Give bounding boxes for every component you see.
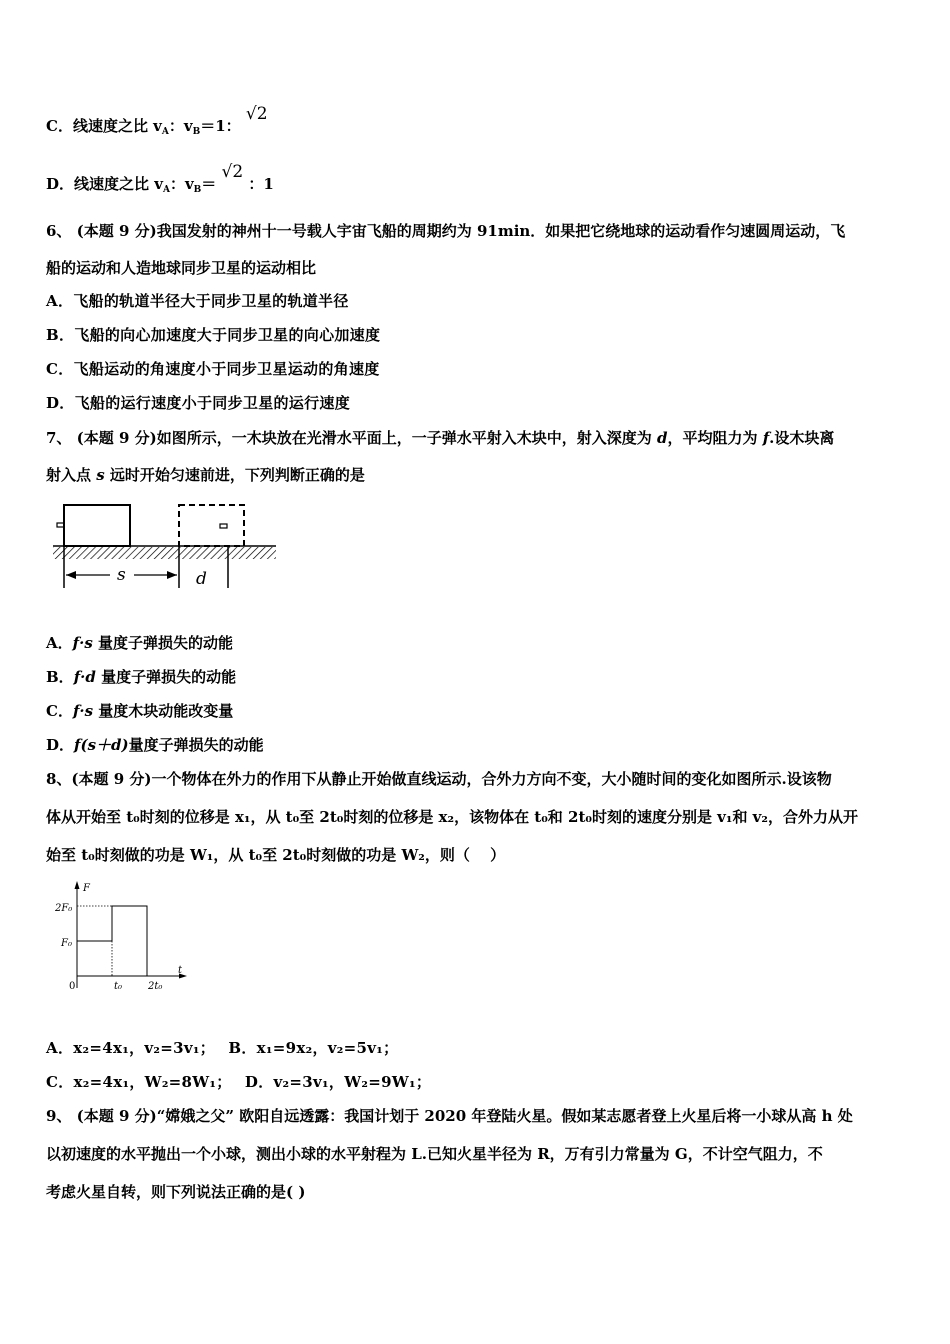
q6-option-d: D．飞船的运行速度小于同步卫星的运行速度 [46,394,351,412]
q6-option-b: B．飞船的向心加速度大于同步卫星的向心加速度 [46,326,381,344]
q7-option-b: B．f·d 量度子弹损失的动能 [46,668,237,686]
q7-block-bullet-figure [50,500,280,590]
q7-stem-line1: 7、 (本题 9 分)如图所示，一木块放在光滑水平面上，一子弹水平射入木块中，射入深度为 d，平均阻力为 f.设木块离 [46,429,835,447]
q6-stem-line1: 6、 (本题 9 分)我国发射的神州十一号载人宇宙飞船的周期约为 91min．如果把它绕地球的运动看作匀速圆周运动，飞 [46,222,846,240]
q8-stem-line1: 8、(本题 9 分)一个物体在外力的作用下从静止开始做直线运动，合外力方向不变，大小随时间的变化如图所示.设该物 [46,770,832,788]
ground-hatch [53,547,276,559]
q8-force-time-chart [50,878,200,998]
sqrt-two: √2 [245,104,268,124]
y-axis-arrow [75,881,80,889]
bullet-final [220,524,227,528]
option-label: C． [46,117,73,135]
x-tick-2t0: 2t₀ [148,981,163,992]
sqrt-two: √2 [221,162,244,182]
y-axis-label: F [83,883,90,894]
q9-stem-line1: 9、 (本题 9 分)“嫦娥之父” 欧阳自远透露：我国计划于 2020 年登陆火星。假如某志愿者登上火星后将一小球从高 h 处 [46,1107,853,1125]
bullet-initial [57,523,64,527]
q7-stem-line2: 射入点 s 远时开始匀速前进，下列判断正确的是 [46,466,365,484]
wooden-block-initial [64,505,130,546]
option-label: D． [46,175,75,193]
y-tick-f0: F₀ [61,938,72,949]
q8-stem-line2: 体从开始至 t₀时刻的位移是 x₁，从 t₀至 2t₀时刻的位移是 x₂，该物体在 t₀和 2t₀时刻的速度分别是 v₁和 v₂，合外力从开 [46,808,858,826]
q7-option-a: A．f·s 量度子弹损失的动能 [46,634,233,652]
label-s: s [117,565,126,585]
y-tick-2f0: 2F₀ [55,903,73,914]
origin-label: 0 [69,981,76,992]
q8-options-row1: A．x₂=4x₁，v₂=3v₁； B．x₁=9x₂，v₂=5v₁； [46,1039,399,1057]
q9-stem-line3: 考虑火星自转，则下列说法正确的是( ) [46,1183,306,1201]
q7-option-d: D．f(s＋d)量度子弹损失的动能 [46,736,264,754]
wooden-block-final [179,505,244,546]
q6-option-c: C．飞船运动的角速度小于同步卫星运动的角速度 [46,360,380,378]
option-5c: C．线速度之比 $v_A$：$v_B=1$： √2 [46,104,268,137]
q8-options-row2: C．x₂=4x₁，W₂=8W₁； D．v₂=3v₁，W₂=9W₁； [46,1073,432,1091]
q8-stem-line3: 始至 t₀时刻做的功是 W₁，从 t₀至 2t₀时刻做的功是 W₂，则（ ） [46,846,506,864]
q7-option-c: C．f·s 量度木块动能改变量 [46,702,234,720]
x-tick-t0: t₀ [114,981,123,992]
q6-option-a: A．飞船的轨道半径大于同步卫星的轨道半径 [46,292,349,310]
q6-stem-line2: 船的运动和人造地球同步卫星的运动相比 [46,259,317,277]
x-axis-label: t [178,965,183,976]
q9-stem-line2: 以初速度的水平抛出一个小球，测出小球的水平射程为 L.已知火星半径为 R，万有引力常量为 G，不计空气阻力，不 [46,1145,823,1163]
label-d: d [196,569,207,589]
option-5d: D．线速度之比 $v_A$：$v_B= √2$ ：1 [46,162,274,195]
